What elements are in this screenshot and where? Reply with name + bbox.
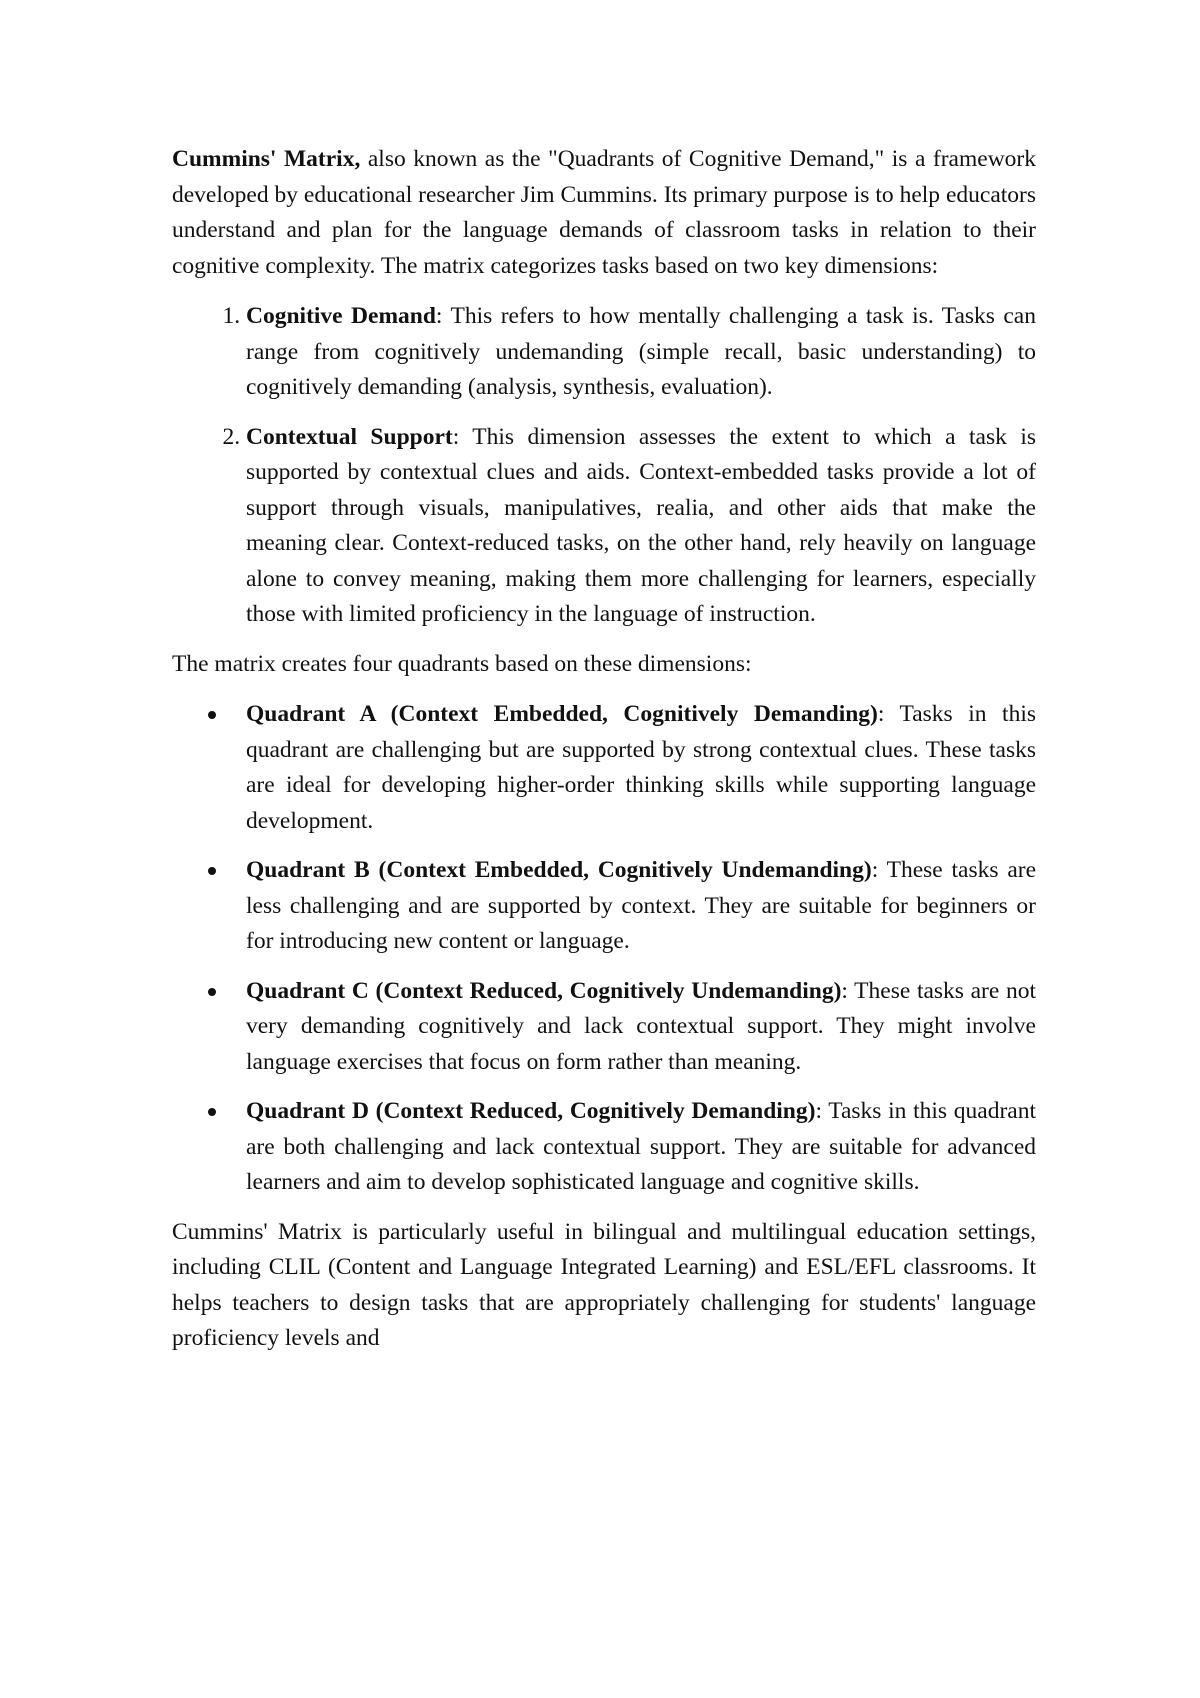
intro-text: also known as the "Quadrants of Cognitive Demand," is a framework developed by educational researcher Jim Cummins. Its primary purpose is to help educators understand and plan for the language demands of classroom tasks in relation to their cognitive complexity. The matrix categorizes tasks based on two key dimensions: <box>172 146 1036 279</box>
bullet-icon <box>208 867 216 875</box>
quadrant-text: : These tasks are less challenging and are supported by context. They are suitable for beginners or for introducing new content or language. <box>246 857 1037 954</box>
quadrant-item <box>246 1094 1036 1201</box>
dimension-term: Contextual Support <box>246 423 453 450</box>
intro-paragraph <box>172 142 1036 284</box>
dimension-item <box>246 420 1036 633</box>
quadrant-text: : Tasks in this quadrant are challenging but are supported by strong contextual clues. These tasks are ideal for developing higher-order thinking skills while supporting language development. <box>246 701 1036 834</box>
quadrants-list <box>172 697 1036 1201</box>
quadrants-intro: The matrix creates four quadrants based on these dimensions: <box>172 650 752 677</box>
quadrant-item <box>246 697 1036 839</box>
bullet-icon <box>208 711 216 719</box>
dimensions-list <box>172 299 1036 633</box>
bullet-icon <box>208 1108 216 1116</box>
dimension-text: : This dimension assesses the extent to which a task is supported by contextual clues and aids. Context-embedded tasks provide a lot of support through visuals, manipulatives, realia, and other aids that make the meaning clear. Context-reduced tasks, on the other hand, rely heavily on language alone to convey meaning, making them more challenging for learners, especially those with limited proficiency in the language of instruction. <box>246 423 1036 627</box>
quadrant-item <box>246 853 1036 960</box>
bullet-icon <box>208 988 216 996</box>
quadrant-label: Quadrant D (Context Reduced, Cognitively Demanding) <box>246 1098 816 1124</box>
quadrant-label: Quadrant C (Context Reduced, Cognitively Undemanding) <box>246 977 842 1004</box>
quadrant-label: Quadrant B (Context Embedded, Cognitively Undemanding) <box>246 857 872 883</box>
dimension-term: Cognitive Demand <box>246 303 436 329</box>
quadrant-text: : These tasks are not very demanding cognitively and lack contextual support. They might involve language exercises that focus on form rather than meaning. <box>246 977 1036 1075</box>
document-body <box>172 142 1036 1372</box>
quadrant-item <box>246 974 1036 1081</box>
intro-title: Cummins' Matrix, <box>172 146 361 172</box>
dimension-text: : This refers to how mentally challenging a task is. Tasks can range from cognitively undemanding (simple recall, basic understanding) to cognitively demanding (analysis, synthesis, evaluation). <box>246 303 1036 400</box>
closing-paragraph: Cummins' Matrix is particularly useful in bilingual and multilingual education settings, including CLIL (Content and Language Integrated Learning) and ESL/EFL classrooms. It helps teachers to design tasks that are appropriately challenging for students' language proficiency levels and <box>172 1218 1036 1351</box>
dimension-item <box>246 299 1036 406</box>
quadrant-label: Quadrant A (Context Embedded, Cognitively Demanding) <box>246 701 878 727</box>
quadrant-text: : Tasks in this quadrant are both challenging and lack contextual support. They are suitable for advanced learners and aim to develop sophisticated language and cognitive skills. <box>246 1098 1036 1195</box>
